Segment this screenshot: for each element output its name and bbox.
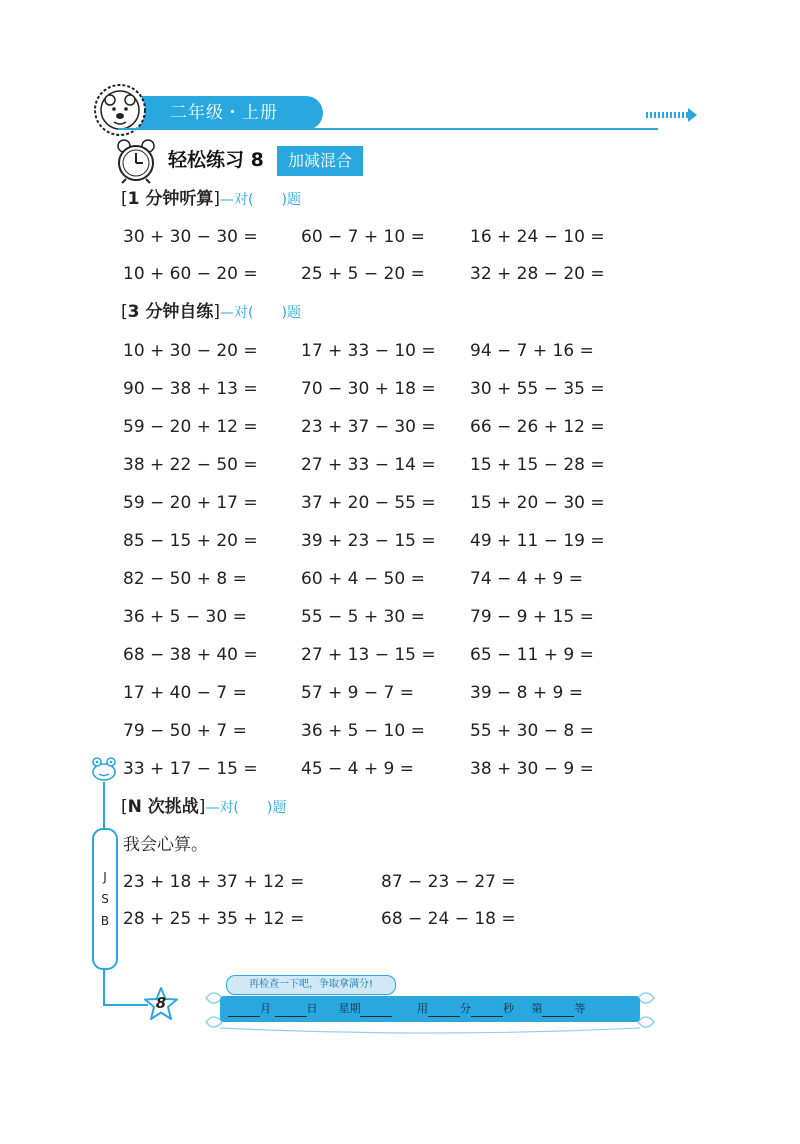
problem: 85 − 15 + 20 = bbox=[123, 531, 258, 551]
footer-fields: 月 日 星期 用 分 秒 第 等 bbox=[228, 996, 585, 1022]
lesson-title: 轻松练习 8 bbox=[168, 149, 264, 171]
problem: 38 + 30 − 9 = bbox=[470, 759, 594, 779]
problem: 79 − 50 + 7 = bbox=[123, 721, 247, 741]
section-title: N 次挑战 bbox=[127, 797, 199, 817]
problem: 45 − 4 + 9 = bbox=[301, 759, 415, 779]
problem: 60 + 4 − 50 = bbox=[301, 569, 425, 589]
section-header-3: [N 次挑战]—对( )题 bbox=[121, 797, 287, 817]
problem: 70 − 30 + 18 = bbox=[301, 379, 436, 399]
problem: 55 + 30 − 8 = bbox=[470, 721, 594, 741]
section-title: 3 分钟自练 bbox=[127, 302, 214, 322]
problem: 25 + 5 − 20 = bbox=[301, 264, 425, 284]
problem: 28 + 25 + 35 + 12 = bbox=[123, 909, 305, 929]
problem: 30 + 55 − 35 = bbox=[470, 379, 605, 399]
problem: 59 − 20 + 12 = bbox=[123, 417, 258, 437]
month-blank[interactable] bbox=[228, 1002, 260, 1017]
problem: 37 + 20 − 55 = bbox=[301, 493, 436, 513]
grade-label: 二年级・上册 bbox=[170, 103, 278, 123]
problem: 10 + 30 − 20 = bbox=[123, 341, 258, 361]
lesson-topic-tag: 加减混合 bbox=[277, 146, 363, 176]
minutes-blank[interactable] bbox=[428, 1002, 460, 1017]
problem: 60 − 7 + 10 = bbox=[301, 227, 425, 247]
problem: 16 + 24 − 10 = bbox=[470, 227, 605, 247]
problem: 27 + 33 − 14 = bbox=[301, 455, 436, 475]
rank-blank[interactable] bbox=[542, 1002, 574, 1017]
problem: 23 + 37 − 30 = bbox=[301, 417, 436, 437]
problem: 66 − 26 + 12 = bbox=[470, 417, 605, 437]
problem: 32 + 28 − 20 = bbox=[470, 264, 605, 284]
section-title: 1 分钟听算 bbox=[127, 189, 214, 209]
problem: 17 + 33 − 10 = bbox=[301, 341, 436, 361]
problem: 55 − 5 + 30 = bbox=[301, 607, 425, 627]
problem: 74 − 4 + 9 = bbox=[470, 569, 584, 589]
problem: 38 + 22 − 50 = bbox=[123, 455, 258, 475]
problem: 36 + 5 − 30 = bbox=[123, 607, 247, 627]
problem: 33 + 17 − 15 = bbox=[123, 759, 258, 779]
section-header-1: [1 分钟听算]—对( )题 bbox=[121, 189, 301, 209]
page-number: 8 bbox=[155, 994, 167, 1012]
seconds-blank[interactable] bbox=[471, 1002, 503, 1017]
frog-doodle-icon bbox=[88, 752, 120, 782]
reminder-badge: 再检查一下吧，争取拿满分! bbox=[226, 975, 396, 995]
score-label: —对( )题 bbox=[220, 305, 301, 321]
problem: 82 − 50 + 8 = bbox=[123, 569, 247, 589]
header-rule bbox=[118, 128, 658, 130]
day-blank[interactable] bbox=[275, 1002, 307, 1017]
problem: 59 − 20 + 17 = bbox=[123, 493, 258, 513]
weekday-blank[interactable] bbox=[360, 1002, 392, 1017]
arrow-right-icon bbox=[688, 108, 697, 122]
problem: 17 + 40 − 7 = bbox=[123, 683, 247, 703]
problem: 30 + 30 − 30 = bbox=[123, 227, 258, 247]
section-header-2: [3 分钟自练]—对( )题 bbox=[121, 302, 301, 322]
score-label: —对( )题 bbox=[205, 800, 287, 816]
header-dashes bbox=[646, 112, 690, 118]
problem: 79 − 9 + 15 = bbox=[470, 607, 594, 627]
problem: 68 − 24 − 18 = bbox=[381, 909, 516, 929]
problem: 27 + 13 − 15 = bbox=[301, 645, 436, 665]
problem: 90 − 38 + 13 = bbox=[123, 379, 258, 399]
problem: 87 − 23 − 27 = bbox=[381, 872, 516, 892]
score-label: —对( )题 bbox=[220, 192, 301, 208]
side-rule-bottom bbox=[103, 970, 105, 1004]
problem: 39 + 23 − 15 = bbox=[301, 531, 436, 551]
problem: 49 + 11 − 19 = bbox=[470, 531, 605, 551]
problem: 36 + 5 − 10 = bbox=[301, 721, 425, 741]
problem: 94 − 7 + 16 = bbox=[470, 341, 594, 361]
problem: 57 + 9 − 7 = bbox=[301, 683, 415, 703]
problem: 23 + 18 + 37 + 12 = bbox=[123, 872, 305, 892]
side-label-jsb: J S B bbox=[92, 828, 118, 970]
problem: 39 − 8 + 9 = bbox=[470, 683, 584, 703]
problem: 65 − 11 + 9 = bbox=[470, 645, 594, 665]
problem: 10 + 60 − 20 = bbox=[123, 264, 258, 284]
alarm-clock-icon bbox=[114, 138, 158, 184]
problem: 15 + 15 − 28 = bbox=[470, 455, 605, 475]
problem: 68 − 38 + 40 = bbox=[123, 645, 258, 665]
problem: 15 + 20 − 30 = bbox=[470, 493, 605, 513]
section-subtitle: 我会心算。 bbox=[123, 835, 208, 855]
